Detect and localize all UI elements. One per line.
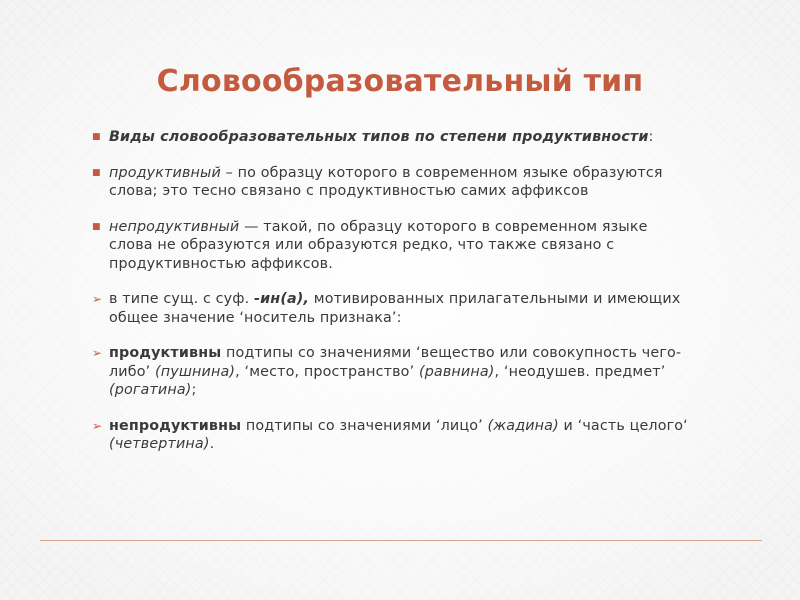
list-item	[92, 290, 692, 327]
item-text-italic: непродуктивный	[109, 218, 240, 235]
item-text-bold: продуктивны	[109, 345, 222, 361]
item-text: — такой, по образцу которого в современном языке слова не образуются или образуются редко, что также связано с продуктивностью аффиксов.	[109, 218, 648, 272]
item-text-bold: непродуктивны	[109, 417, 242, 434]
square-bullet-icon: ■	[92, 221, 101, 232]
list-item	[92, 128, 692, 147]
square-bullet-icon: ■	[92, 167, 101, 178]
item-text-italic: (жадина)	[487, 417, 559, 434]
item-text: –	[220, 164, 238, 181]
arrow-bullet-icon: ➢	[92, 346, 103, 360]
item-text-italic: (равнина)	[418, 363, 495, 380]
arrow-bullet-icon: ➢	[92, 418, 103, 433]
square-bullet-icon: ■	[92, 132, 101, 142]
arrow-bullet-icon: ➢	[92, 292, 103, 306]
slide-title: Словообразовательный тип	[156, 64, 644, 99]
item-text: подтипы со значениями ‘лицо’	[241, 417, 488, 434]
list-item	[92, 218, 692, 274]
item-text: , ‘место, пространство’	[235, 363, 419, 380]
item-text: подтипы со значениями ‘вещество или совокупность чего-либо’	[109, 345, 682, 380]
item-text-italic: продуктивный	[109, 164, 221, 181]
list-item	[92, 417, 692, 454]
item-text: и ‘часть целого‘	[558, 417, 688, 434]
bottom-divider	[40, 540, 762, 541]
item-text: :	[648, 129, 654, 145]
item-text: ;	[191, 382, 197, 398]
item-text: образцу которого в современном языке образуются слова; это тесно связано с продуктивностью самих аффиксов	[109, 164, 663, 199]
item-text: мотивированных прилагательными и имеющих общее значение ‘носитель признака’:	[109, 291, 681, 326]
item-text-bold-italic: Виды словообразовательных типов по степени продуктивности	[109, 129, 649, 145]
item-text: в типе сущ. с суф.	[109, 291, 255, 307]
item-text: , ‘неодушев. предмет’	[494, 363, 666, 380]
list-item	[92, 344, 692, 400]
slide-content	[92, 128, 692, 471]
item-text-italic: (рогатина)	[109, 382, 192, 398]
item-text-bold-italic: -ин(а),	[254, 291, 310, 307]
item-text-italic: (четвертина)	[109, 436, 210, 452]
item-text: .	[209, 436, 215, 452]
item-text-italic: (пушнина)	[154, 363, 236, 380]
list-item	[92, 164, 692, 201]
item-text: по	[237, 164, 257, 181]
